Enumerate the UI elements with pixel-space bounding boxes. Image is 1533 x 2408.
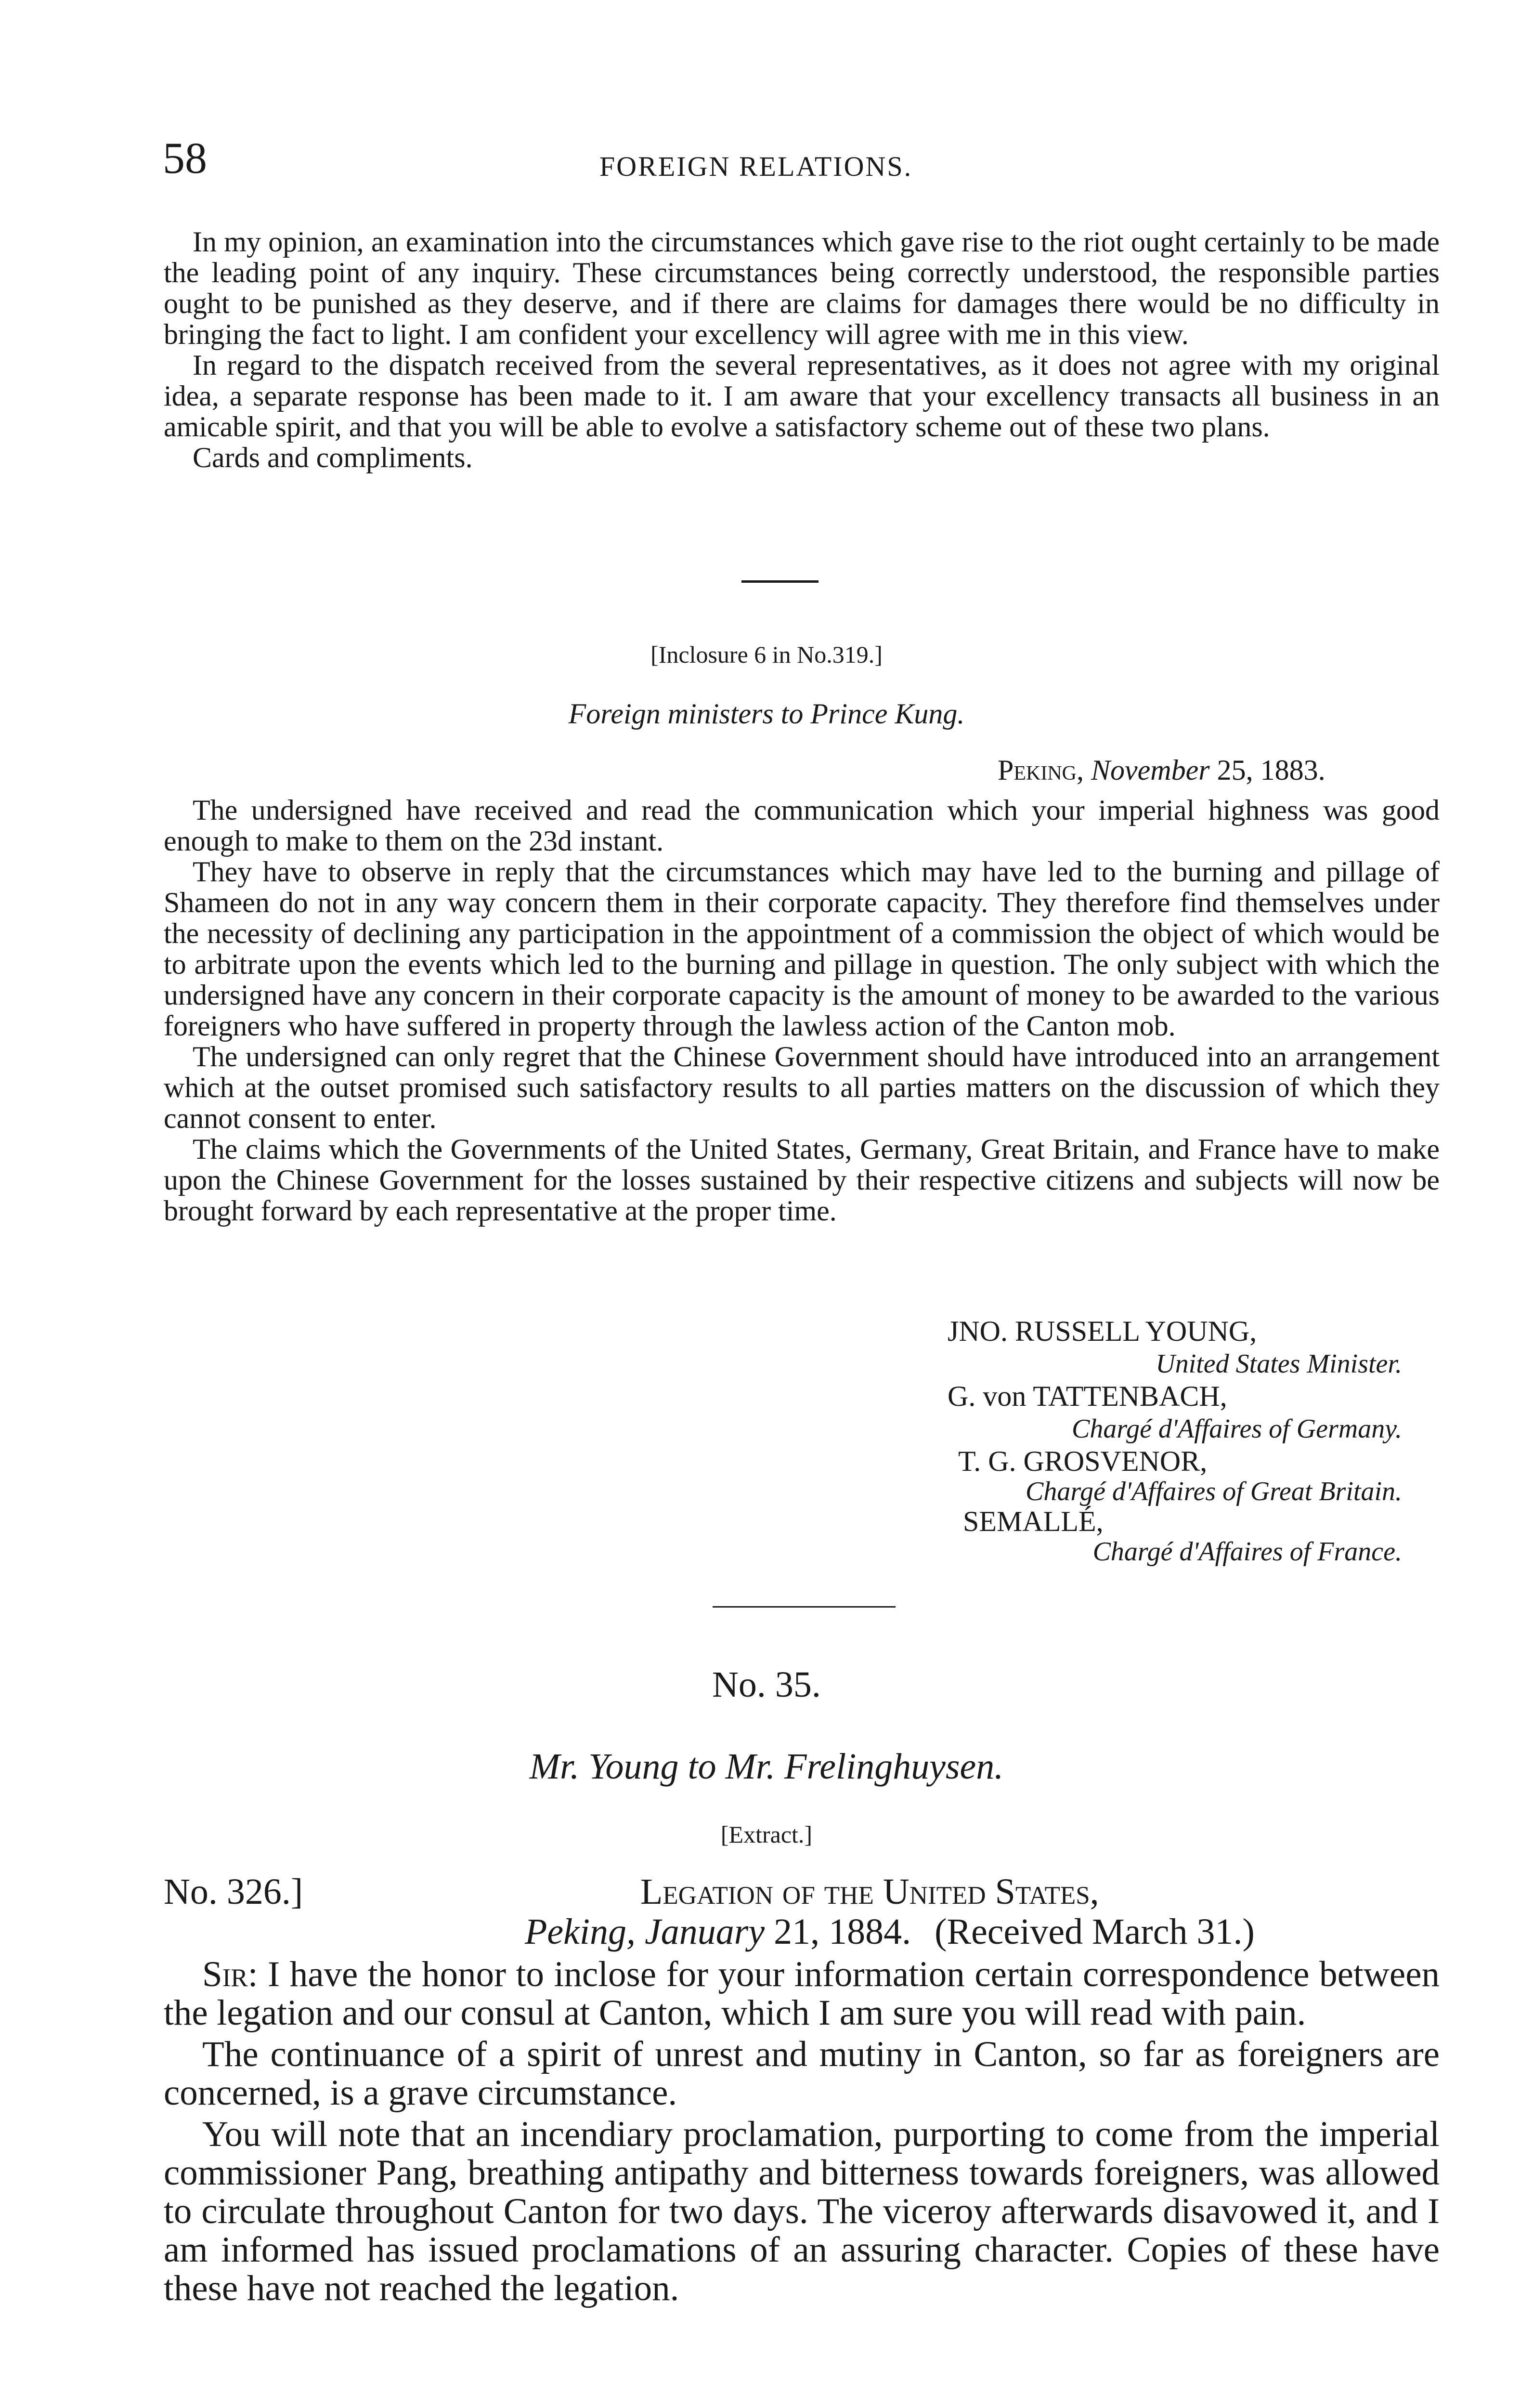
dateline-rest: 21, 1884. — [774, 1911, 911, 1952]
section-divider — [713, 1606, 896, 1608]
inclosure-headline: Foreign ministers to Prince Kung. — [568, 698, 965, 730]
salutation: Sir: — [202, 1954, 258, 1994]
dispatch-body — [164, 1955, 1440, 2311]
section-divider — [741, 580, 818, 583]
document-dateline — [525, 1911, 1255, 1953]
document-headline: Mr. Young to Mr. Frelinghuysen. — [529, 1746, 1004, 1787]
paragraph: You will note that an incendiary proclamation, purporting to come from the imperial commissioner Pang, breathing antipathy and bitterness towards foreigners, was allowed to circulate throughout Canton for two days. The viceroy afterwards disavowed it, and I am informed has issued proclamations of an assuring character. Copies of these have these have not reached the legation. — [164, 2114, 1440, 2308]
legation-line: Legation of the United States, — [640, 1871, 1099, 1912]
signatory-name: G. von TATTENBACH, — [948, 1380, 1227, 1412]
running-title: FOREIGN RELATIONS. — [599, 151, 913, 182]
received-note: (Received March 31.) — [935, 1911, 1255, 1952]
paragraph: The claims which the Governments of the United States, Germany, Great Britain, and France have to make upon the Chinese Government for the losses sustained by their respective citizens and subjects will now be brought forward by each representative at the proper time. — [164, 1133, 1440, 1227]
paragraph: The undersigned have received and read the communication which your imperial highness was good enough to make to them on the 23d instant. — [164, 794, 1440, 857]
inclosure-dateline — [998, 754, 1325, 787]
paragraph: Cards and compliments. — [193, 442, 473, 473]
extract-label: [Extract.] — [720, 1821, 813, 1848]
paragraph: In my opinion, an examination into the circumstances which gave rise to the riot ought certainly to be made the leading point of any inquiry. These circumstances being correctly understood, the responsible parties ought to be punished as they deserve, and if there are claims for damages there would be no difficulty in bringing the fact to light. I am confident your excellency will agree with me in this view. — [164, 226, 1440, 350]
dateline-month: January — [645, 1911, 765, 1952]
paragraph — [164, 1955, 1440, 2032]
signatory-title: Chargé d'Affaires of Great Britain. — [1026, 1477, 1402, 1506]
paragraph: The undersigned can only regret that the Chinese Government should have introduced into an arrangement which at the outset promised such satisfactory results to all parties matters on the discussion of which they cannot consent to enter. — [164, 1041, 1440, 1134]
inclosure-label: [Inclosure 6 in No.319.] — [650, 641, 883, 668]
inclosure-text — [164, 795, 1440, 1226]
document-number: No. 35. — [712, 1664, 821, 1705]
signatory-title: United States Minister. — [1156, 1349, 1402, 1379]
dateline-place: Peking, — [998, 754, 1084, 786]
paragraph: They have to observe in reply that the circumstances which may have led to the burning and pillage of Shameen do not in any way concern them in their corporate capacity. They therefore find themselves under the necessity of declining any participation in the appointment of a commission the object of which would be to arbitrate upon the events which led to the burning and pillage in question. The only subject with which the undersigned have any concern in their corporate capacity is the amount of money to be awarded to the various foreigners who have suffered in property through the lawless action of the Canton mob. — [164, 856, 1440, 1042]
dateline-place: Peking, — [525, 1911, 636, 1952]
prior-letter-text — [164, 226, 1440, 473]
paragraph: The continuance of a spirit of unrest and mutiny in Canton, so far as foreigners are concerned, is a grave circumstance. — [164, 2034, 1440, 2113]
dateline-month: November — [1091, 754, 1210, 786]
signatory-name: JNO. RUSSELL YOUNG, — [948, 1315, 1257, 1347]
signatory-name: T. G. GROSVENOR, — [958, 1445, 1208, 1477]
signatory-title: Chargé d'Affaires of France. — [1092, 1537, 1402, 1567]
signatory-title: Chargé d'Affaires of Germany. — [1072, 1414, 1402, 1444]
paragraph-text: I have the honor to inclose for your information certain correspondence between the legation and our consul at Canton, which I am sure you will read with pain. — [164, 1954, 1440, 2033]
paragraph: In regard to the dispatch received from the several representatives, as it does not agree with my original idea, a separate response has been made to it. I am aware that your excellency transacts all business in an amicable spirit, and that you will be able to evolve a satisfactory scheme out of these two plans. — [164, 349, 1440, 443]
dateline-rest: 25, 1883. — [1217, 754, 1325, 786]
page-number: 58 — [163, 133, 207, 183]
signatory-name: SEMALLÉ, — [963, 1505, 1104, 1537]
dispatch-number: No. 326.] — [164, 1871, 303, 1912]
